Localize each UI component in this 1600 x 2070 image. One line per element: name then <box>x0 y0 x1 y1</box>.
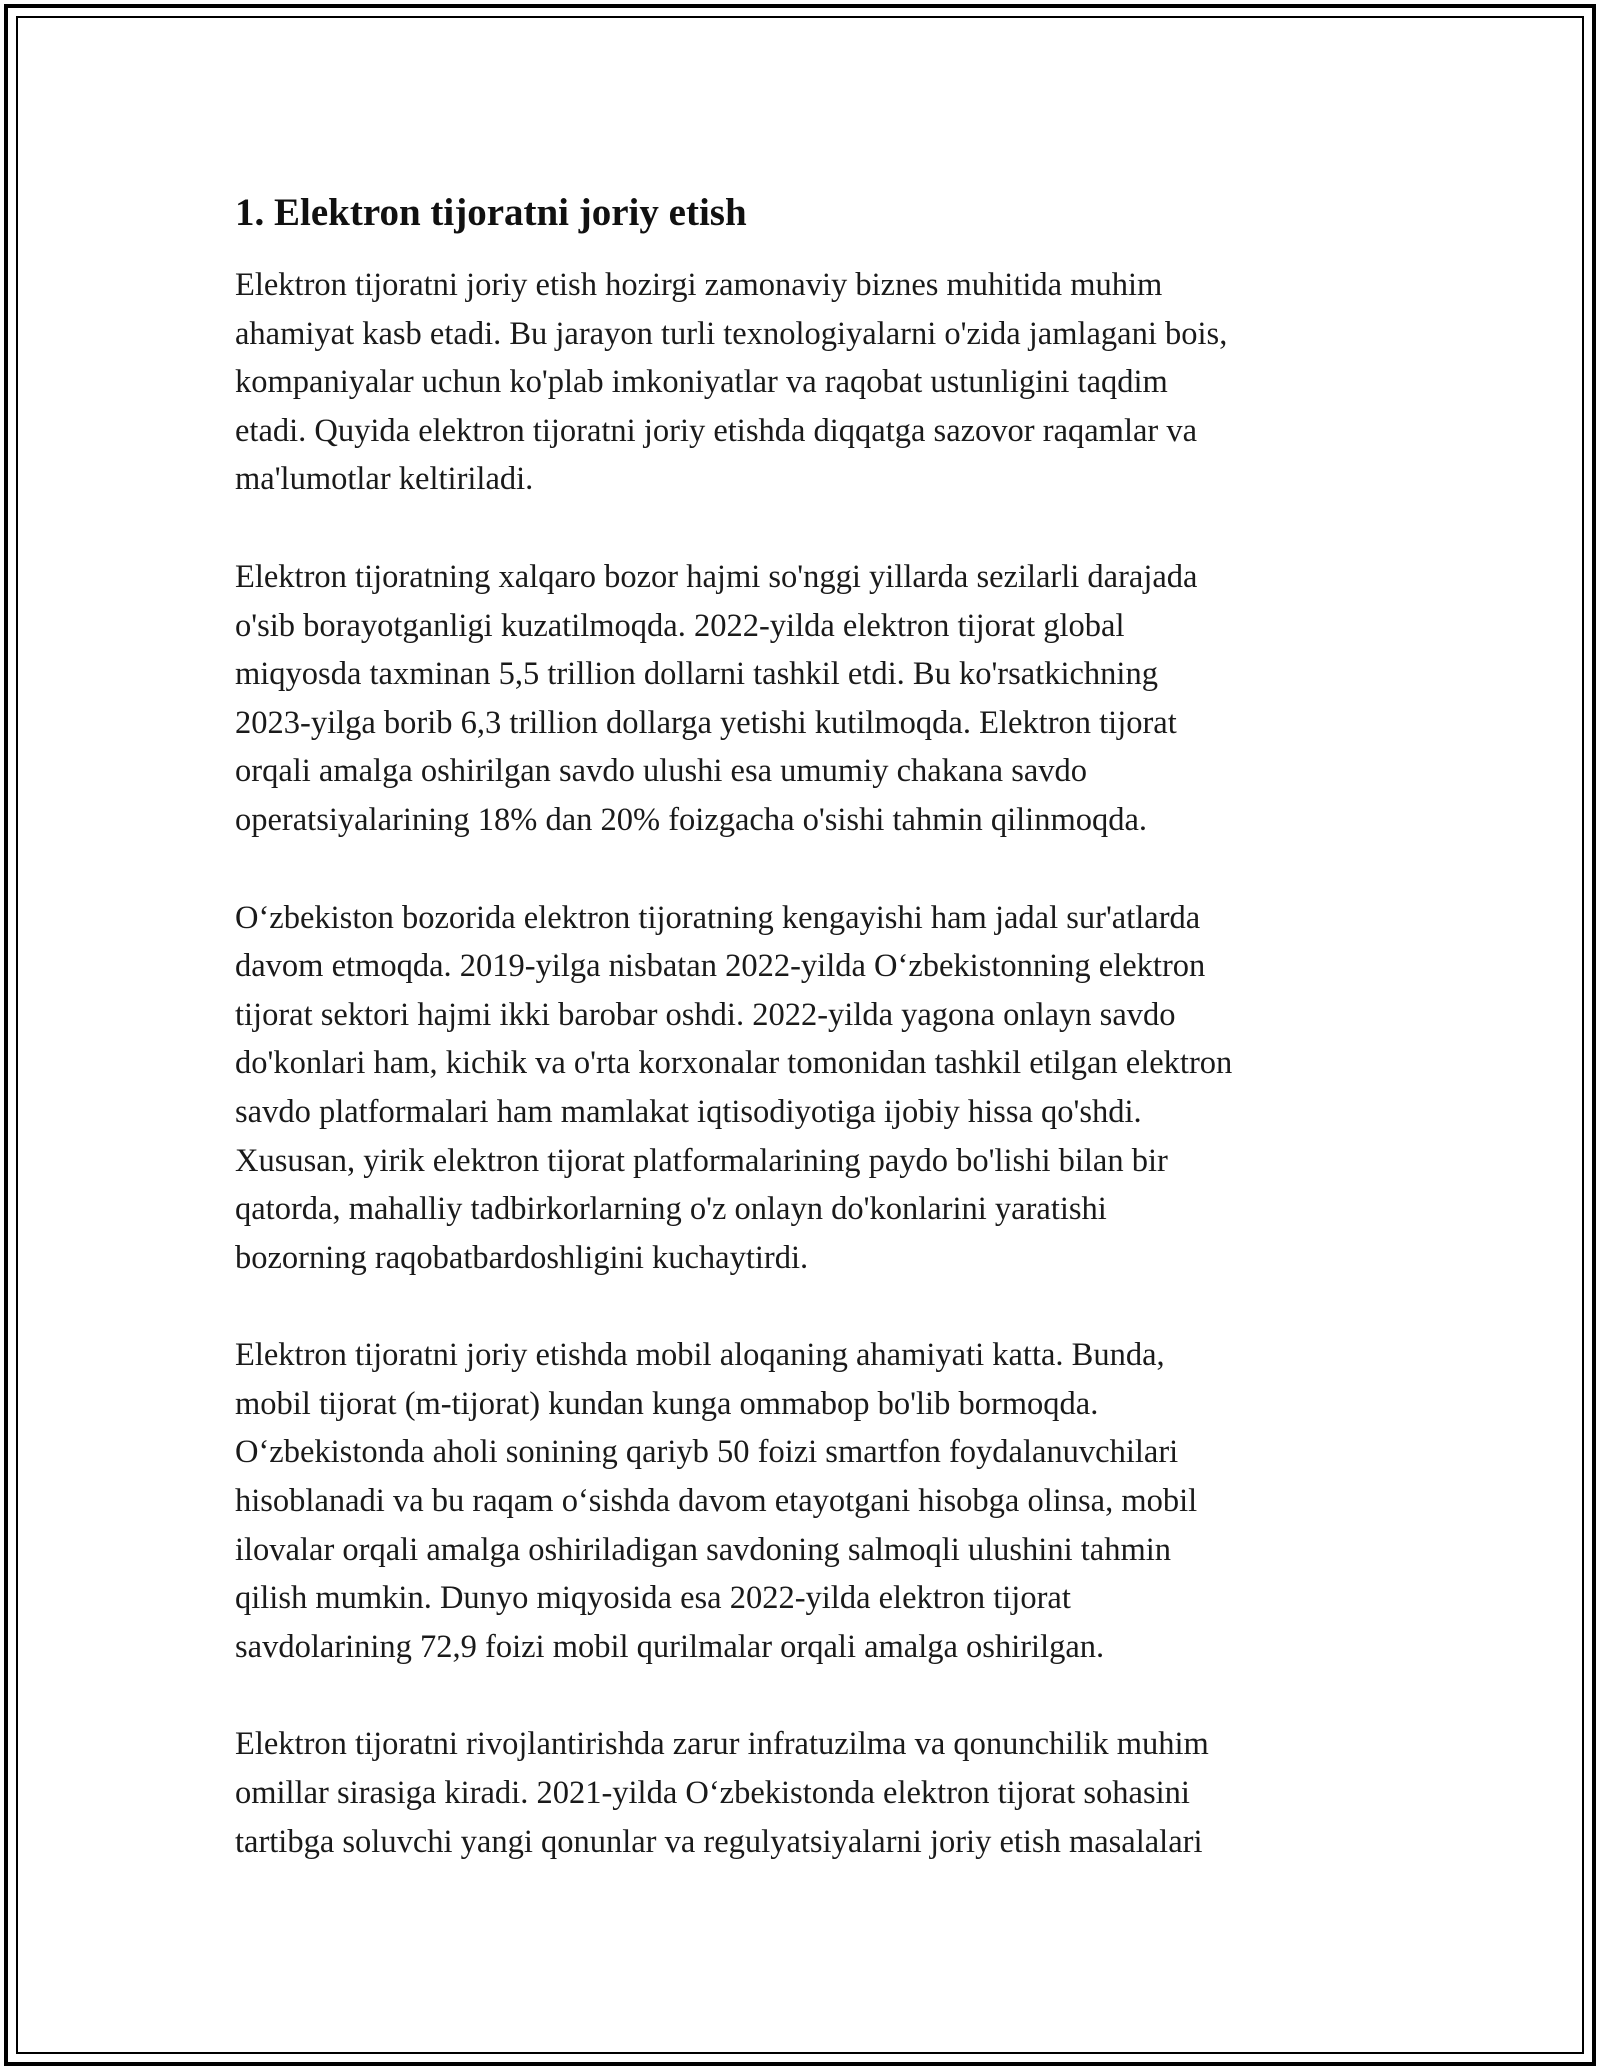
text-line: bozorning raqobatbardoshligini kuchaytirdi. <box>235 1239 809 1276</box>
paragraph-mobile-commerce <box>235 1331 1415 1671</box>
text-line: omillar sirasiga kiradi. 2021-yilda O‘zbekistonda elektron tijorat sohasini <box>235 1775 1190 1812</box>
text-line: operatsiyalarining 18% dan 20% foizgacha o'sishi tahmin qilinmoqda. <box>235 801 1148 838</box>
text-line: do'konlari ham, kichik va o'rta korxonalar tomonidan tashkil etilgan elektron <box>235 1045 1233 1082</box>
paragraph-infrastructure <box>235 1720 1415 1866</box>
text-line: 2023-yilga borib 6,3 trillion dollarga yetishi kutilmoqda. Elektron tijorat <box>235 704 1177 741</box>
text-line: miqyosda taxminan 5,5 trillion dollarni tashkil etdi. Bu ko'rsatkichning <box>235 656 1158 693</box>
text-line: ilovalar orqali amalga oshiriladigan savdoning salmoqli ulushini tahmin <box>235 1531 1172 1568</box>
text-line: Elektron tijoratning xalqaro bozor hajmi so'nggi yillarda sezilarli darajada <box>235 558 1198 595</box>
text-line: ma'lumotlar keltiriladi. <box>235 461 534 498</box>
text-line: orqali amalga oshirilgan savdo ulushi esa umumiy chakana savdo <box>235 753 1088 790</box>
text-line: Elektron tijoratni joriy etish hozirgi zamonaviy biznes muhitida muhim <box>235 267 1163 303</box>
text-line: Elektron tijoratni joriy etishda mobil aloqaning ahamiyati katta. Bunda, <box>235 1337 1165 1374</box>
text-line: qilish mumkin. Dunyo miqyosida esa 2022-yilda elektron tijorat <box>235 1580 1071 1617</box>
paragraph-intro <box>235 261 1415 504</box>
text-line: tijorat sektori hajmi ikki barobar oshdi. 2022-yilda yagona onlayn savdo <box>235 996 1176 1033</box>
document-body <box>235 185 1415 1915</box>
text-line: savdolarining 72,9 foizi mobil qurilmalar orqali amalga oshirilgan. <box>235 1628 1105 1665</box>
text-line: qatorda, mahalliy tadbirkorlarning o'z onlayn do'konlarini yaratishi <box>235 1191 1107 1228</box>
text-line: O‘zbekiston bozorida elektron tijoratning kengayishi ham jadal sur'atlarda <box>235 899 1201 936</box>
text-line: davom etmoqda. 2019-yilga nisbatan 2022-yilda O‘zbekistonning elektron <box>235 948 1206 985</box>
text-line: kompaniyalar uchun ko'plab imkoniyatlar va raqobat ustunligini taqdim <box>235 364 1168 401</box>
text-line: Elektron tijoratni rivojlantirishda zarur infratuzilma va qonunchilik muhim <box>235 1726 1209 1763</box>
paragraph-global-market <box>235 553 1415 845</box>
text-line: o'sib borayotganligi kuzatilmoqda. 2022-yilda elektron tijorat global <box>235 607 1125 644</box>
text-line: Xususan, yirik elektron tijorat platformalarining paydo bo'lishi bilan bir <box>235 1142 1168 1179</box>
section-heading: 1. Elektron tijoratni joriy etish <box>235 191 747 234</box>
text-line: tartibga soluvchi yangi qonunlar va regulyatsiyalarni joriy etish masalalari <box>235 1823 1203 1860</box>
paragraph-uzbekistan-market <box>235 894 1415 1283</box>
text-line: ahamiyat kasb etadi. Bu jarayon turli texnologiyalarni o'zida jamlagani bois, <box>235 315 1228 352</box>
text-line: O‘zbekistonda aholi sonining qariyb 50 foizi smartfon foydalanuvchilari <box>235 1434 1179 1471</box>
text-line: mobil tijorat (m-tijorat) kundan kunga ommabop bo'lib bormoqda. <box>235 1385 1099 1422</box>
text-line: etadi. Quyida elektron tijoratni joriy etishda diqqatga sazovor raqamlar va <box>235 412 1198 449</box>
text-line: savdo platformalari ham mamlakat iqtisodiyotiga ijobiy hissa qo'shdi. <box>235 1093 1142 1130</box>
text-line: hisoblanadi va bu raqam o‘sishda davom etayotgani hisobga olinsa, mobil <box>235 1483 1198 1520</box>
